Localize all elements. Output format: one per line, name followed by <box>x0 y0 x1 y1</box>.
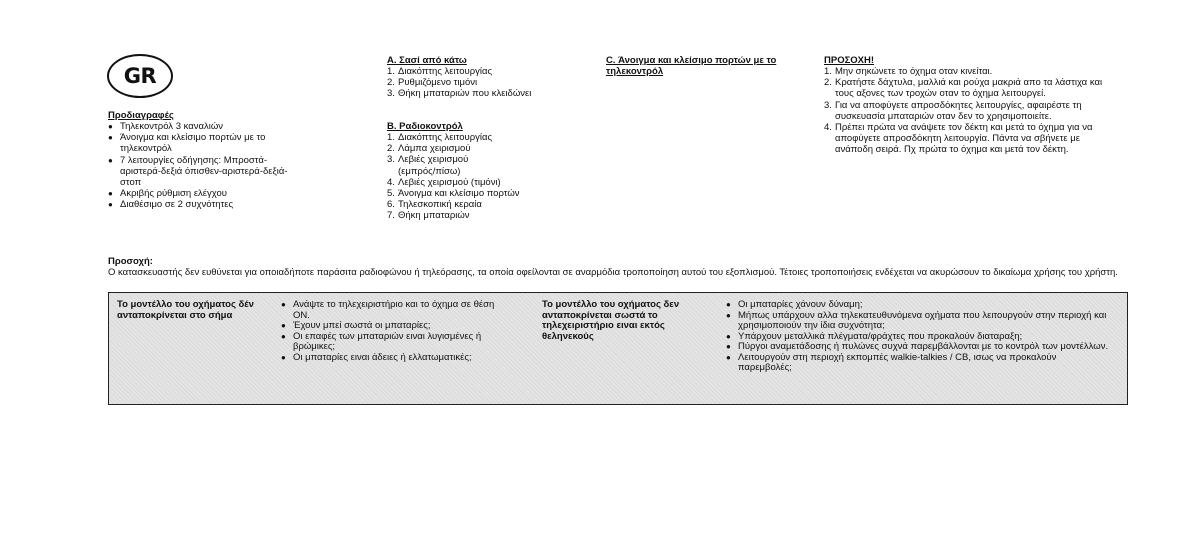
caution-title: ΠΡΟΣΟΧΗ! <box>824 55 875 66</box>
list-item: ● Ανάψτε το τηλεχειριστήριο και το όχημα σε θέση ON. <box>281 300 506 321</box>
list-item: 2. Κρατήστε δάχτυλα, μαλλιά και ρούχα μακριά απο τα λάστιχα και τους αξονες των τροχών οταν το όχημα λειτουργεί. <box>824 77 1103 100</box>
language-badge <box>107 54 173 98</box>
section-a-title: Α. Σασί από κάτω <box>387 55 467 66</box>
language-code: GR <box>123 64 157 88</box>
specifications-list <box>108 121 308 211</box>
list-item: 1. Διακόπτης λειτουργίας <box>387 132 493 143</box>
causes-no-response <box>281 300 506 363</box>
list-item: ● 7 λειτουργίες οδήγησης: Μπροστά-αριστερά-δεξιά όπισθεν-αριστερά-δεξιά-στοπ <box>108 155 292 189</box>
list-item: 1. Μην σηκώνετε το όχημα οταν κινείται. <box>824 66 993 77</box>
caution-section <box>824 55 1114 156</box>
list-item: ● Τηλεκοντρόλ 3 καναλιών <box>108 121 308 132</box>
specifications-title: Προδιαγραφές <box>108 110 174 121</box>
notice-text: Ο κατασκευαστής δεν ευθύνεται για οποιαδήποτε παράσιτα ραδιοφώνου ή τηλεόρασης, τα οποία οφείλονται σε αναρμόδια τροποποίηση αυτού του εξοπλισμού. Τέτοιες τροποποιήσεις ενδέχεται να ακυρώσουν το δικαίωμα χρήσης του χρήστη. <box>108 267 1118 279</box>
list-item: ● Άνοιγμα και κλείσιμο πορτών με το τηλεκοντρόλ <box>108 132 292 154</box>
notice-section <box>108 256 1133 278</box>
list-item: 5. Άνοιγμα και κλείσιμο πορτών <box>387 188 520 200</box>
specifications-section <box>108 110 308 211</box>
section-a-chassis <box>387 55 597 100</box>
list-item: ● Υπάρχουν μεταλλικά πλέγματα/φράχτες που προκαλούν διαταραξη; <box>726 332 1111 343</box>
list-item: 7. Θήκη μπαταριών <box>387 210 470 222</box>
list-item: ● Ακριβής ρύθμιση ελέγχου <box>108 188 308 199</box>
list-item: 2. Λάμπα χειρισμού <box>387 143 471 155</box>
list-item: ● Έχουν μπεί σωστά οι μπαταρίες; <box>281 321 506 332</box>
list-item: 3. Λεβιές χειρισμού (εμπρός/πίσω) <box>387 154 469 177</box>
list-item: 3. Θήκη μπαταριών που κλειδώνει <box>387 88 532 100</box>
caution-list <box>824 66 1114 156</box>
problem-poor-response: Το μοντέλλο του οχήματος δεν ανταποκρίνεται σωστά το τηλεχειριστήριο ειναι εκτός θεληνεκούς <box>542 299 680 342</box>
list-item: 3. Για να αποφύγετε απροσδόκητες λειτουργίες, αφαιρέστε τη συσκευασία μπαταριών οταν δεν το χρησιμοποιείτε. <box>824 99 1082 122</box>
section-c-title: C. Άνοιγμα και κλείσιμο πορτών με το τηλεκοντρόλ <box>606 55 777 77</box>
section-b-list <box>387 132 577 222</box>
list-item: 4. Πρέπει πρώτα να ανάψετε τον δέκτη και μετά το όχημα για να αποφύγετε απροσδόκητη λειτουργία. Πάντα να σβήνετε με ανάποδη σειρά. Πχ πρώτα το όχημα και μετά τον δέκτη. <box>824 122 1093 156</box>
list-item: 4. Λεβιές χειρισμού (τιμόνι) <box>387 176 501 188</box>
list-item: ● Οι μπαταρίες ειναι άδειες ή ελλατωματικές; <box>281 353 506 364</box>
list-item: ● Λειτουργούν στη περιοχή εκπομπές walkie-talkies / CB, ισως να προκαλούν παρεμβολές; <box>726 353 1111 374</box>
section-c-doors <box>606 55 796 77</box>
list-item: ● Πύργοι αναμετάδοσης ή πυλώνες συχνά παρεμβάλλονται με το κοντρόλ των μοντέλλων. <box>726 342 1111 353</box>
causes-poor-response <box>726 300 1111 374</box>
problem-no-response: Το μοντέλλο του οχήματος δέν ανταποκρίνεται στο σήμα <box>117 299 254 321</box>
list-item: ● Μήπως υπάρχουν αλλα τηλεκατευθυνόμενα οχήματα που λειτουργούν στην περιοχή και χρησιμοποιούν την ίδια συχνότητα; <box>726 311 1111 332</box>
list-item: 2. Ρυθμιζόμενο τιμόνι <box>387 77 478 89</box>
list-item: ● Διαθέσιμο σε 2 συχνότητες <box>108 199 308 210</box>
list-item: ● Οι μπαταρίες χάνουν δύναμη; <box>726 300 1111 311</box>
list-item: 6. Τηλεσκοπική κεραία <box>387 199 482 211</box>
list-item: 1. Διακόπτης λειτουργίας <box>387 66 493 77</box>
section-a-list <box>387 66 597 100</box>
troubleshooting-table <box>108 292 1128 405</box>
list-item: ● Οι επαφές των μπαταριών ειναι λυγισμένες ή βρώμικες; <box>281 332 506 353</box>
section-b-title: Β. Ραδιοκοντρόλ <box>387 121 463 132</box>
section-b-remote <box>387 121 577 222</box>
notice-title: Προσοχή: <box>108 256 153 267</box>
